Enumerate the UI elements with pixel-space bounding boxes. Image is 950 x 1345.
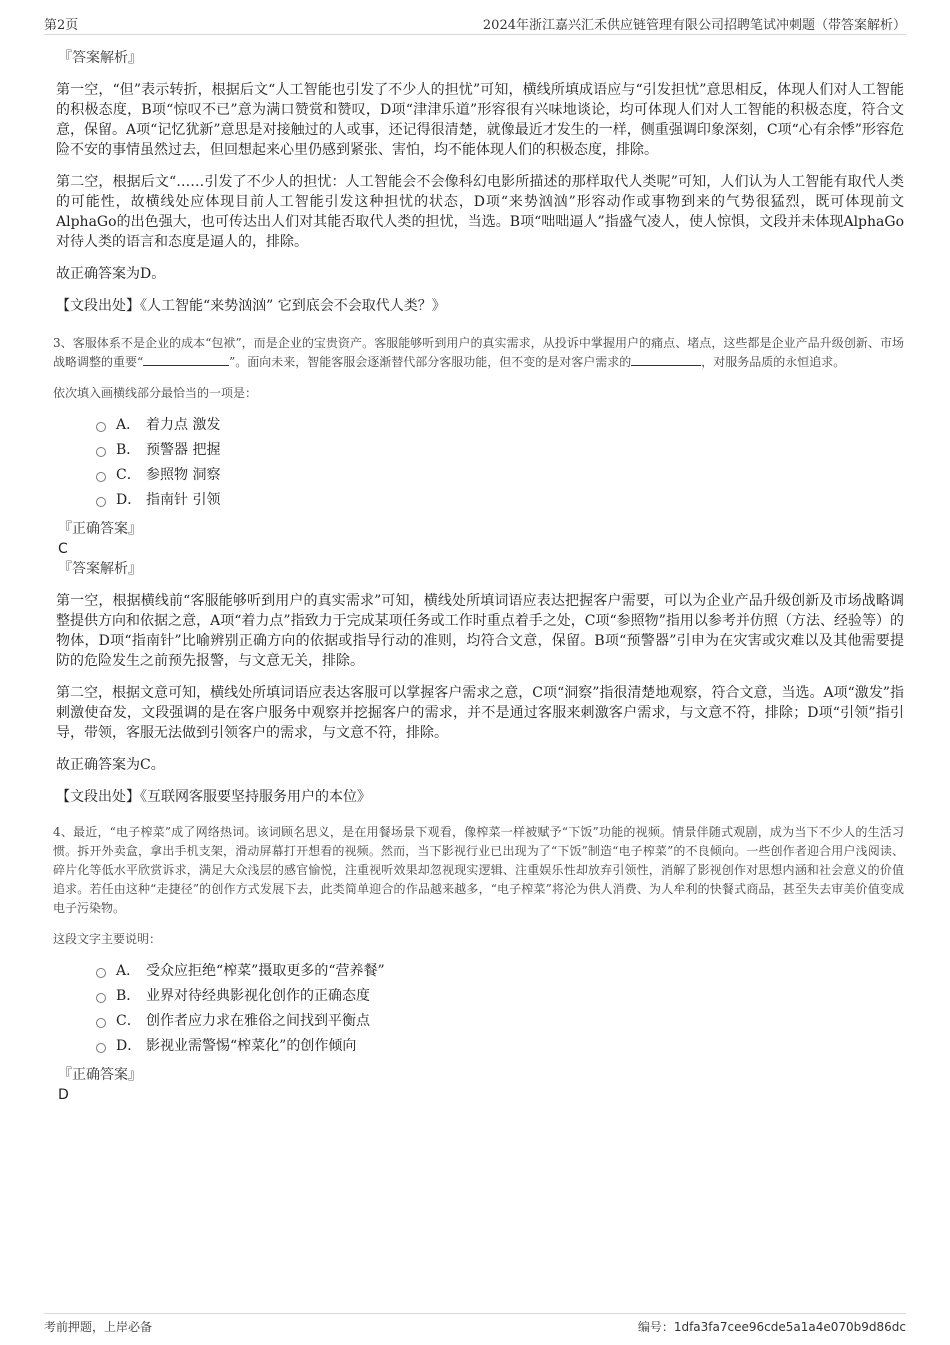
option-text: 创作者应力求在雅俗之间找到平衡点: [146, 1013, 370, 1029]
q3-stem-part-1: 3、客服体系不是企业的成本“包袱”，而是企业的宝贵资产。客服能够听到用户的真实需求，从投诉中掌握用户的痛点、堵点，这些都是企业产品升级创新、市场战略调整的重要“: [53, 336, 904, 369]
q3-analysis-paragraph-1: 第一空，根据横线前“客服能够听到用户的真实需求”可知，横线处所填词语应表达把握客户需要，可以为企业产品升级创新及市场战略调整提供方向和依据之意，A项“着力点”指致力于完成某项任务或工作时重点着手之处，C项“参照物”指用以参考并仿照（方法、经验等）的物体，D项“指南针”比喻辨别正确方向的依据或指导行动的准则，均符合文意，保留。B项“预警器”引申为在灾害或灾难以及其他需要提防的危险发生之前预先报警，与文意无关，排除。: [56, 593, 904, 669]
radio-button-icon[interactable]: [96, 422, 106, 432]
option-text: 指南针 引领: [146, 492, 221, 508]
option-letter: B．: [116, 988, 141, 1004]
option-text: 着力点 激发: [146, 417, 221, 433]
q3-stem: [53, 334, 904, 372]
q3-option-b[interactable]: [94, 438, 904, 463]
radio-button-icon[interactable]: [96, 968, 106, 978]
q4-option-d[interactable]: [94, 1034, 904, 1059]
q4-correct-answer: D: [58, 1087, 69, 1103]
option-letter: A．: [116, 417, 141, 433]
option-text: 业界对待经典影视化创作的正确态度: [146, 988, 370, 1004]
q3-correct-label: 『正确答案』: [58, 521, 142, 537]
q3-stem-part-2: ”。面向未来，智能客服会逐渐替代部分客服功能，但不变的是对客户需求的: [229, 355, 632, 369]
radio-button-icon[interactable]: [96, 497, 106, 507]
option-letter: C．: [116, 1013, 141, 1029]
q2-analysis-paragraph-2: 第二空，根据后文“……引发了不少人的担忧：人工智能会不会像科幻电影所描述的那样取代人类呢”可知，人们认为人工智能有取代人类的可能性，故横线处应体现目前人工智能引发这种担忧的状态，D项“来势汹汹”形容动作或事物到来的气势很猛烈，既可体现前文AlphaGo的出色强大，也可传达出人们对其能否取代人类的担忧，当选。B项“咄咄逼人”指盛气凌人，使人惊惧，文段并未体现AlphaGo对待人类的语言和态度是逼人的，排除。: [56, 174, 904, 250]
footer-slogan: 考前押题，上岸必备: [44, 1320, 153, 1334]
radio-button-icon[interactable]: [96, 1018, 106, 1028]
radio-button-icon[interactable]: [96, 993, 106, 1003]
q2-analysis-paragraph-1: 第一空，“但”表示转折，根据后文“人工智能也引发了不少人的担忧”可知，横线所填成语应与“引发担忧”意思相反，体现人们对人工智能的积极态度，B项“惊叹不已”意为满口赞赏和赞叹，D项“津津乐道”形容很有兴味地谈论，均可体现人们对人工智能的积极态度，符合文意，保留。A项“记忆犹新”意思是对接触过的人或事，还记得很清楚，就像最近才发生的一样，侧重强调印象深刻，C项“心有余悸”形容危险不安的事情虽然过去，但回想起来心里仍感到紧张、害怕，均不能体现人们的积极态度，排除。: [56, 82, 904, 158]
q3-options: [94, 413, 904, 513]
option-text: 预警器 把握: [146, 442, 221, 458]
option-letter: A．: [116, 963, 141, 979]
document-code-label: 编号：: [637, 1320, 674, 1334]
q4-stem: 4、最近，“电子榨菜”成了网络热词。该词顾名思义，是在用餐场景下观看，像榨菜一样被赋予“下饭”功能的视频。情景伴随式观剧，成为当下不少人的生活习惯。拆开外卖盒，拿出手机支架，滑动屏幕打开想看的视频。然而，当下影视行业已出现为了“下饭”制造“电子榨菜”的不良倾向。一些创作者迎合用户浅阅读、碎片化等低水平欣赏诉求，满足大众浅层的感官愉悦，注重视听效果却忽视现实逻辑、注重娱乐性却放弃引领性，消解了影视创作对思想内涵和社会意义的价值追求。若任由这种“走捷径”的创作方式发展下去，此类简单迎合的作品越来越多，“电子榨菜”将沦为供人消费、为人牟利的快餐式商品，甚至失去审美价值变成电子污染物。: [53, 825, 904, 915]
option-letter: D．: [116, 1038, 142, 1054]
q4-correct-label: 『正确答案』: [58, 1067, 142, 1083]
option-letter: B．: [116, 442, 141, 458]
q2-analysis-label: 『答案解析』: [58, 50, 142, 66]
q4-prompt: 这段文字主要说明：: [53, 932, 162, 946]
radio-button-icon[interactable]: [96, 447, 106, 457]
q3-option-c[interactable]: [94, 463, 904, 488]
q2-source: 【文段出处】《人工智能“来势汹汹” 它到底会不会取代人类？》: [56, 298, 446, 314]
q3-correct-answer: C: [58, 541, 68, 557]
q3-stem-part-3: ，对服务品质的永恒追求。: [701, 355, 846, 369]
q3-blank-1: [143, 353, 229, 366]
option-text: 影视业需警惕“榨菜化”的创作倾向: [146, 1038, 357, 1054]
q3-option-a[interactable]: [94, 413, 904, 438]
q4-option-b[interactable]: [94, 984, 904, 1009]
q4-option-a[interactable]: [94, 959, 904, 984]
option-letter: C．: [116, 467, 141, 483]
option-letter: D．: [116, 492, 142, 508]
document-code-value: 1dfa3fa7cee96cde5a1a4e070b9d86dc: [673, 1320, 906, 1334]
q3-analysis-paragraph-2: 第二空，根据文意可知，横线处所填词语应表达客服可以掌握客户需求之意，C项“洞察”指很清楚地观察，符合文意，当选。A项“激发”指刺激使奋发，文段强调的是在客户服务中观察并挖掘客户的需求，并不是通过客服来刺激客户需求，与文意不符，排除；D项“引领”指引导，带领，客服无法做到引领客户的需求，与文意不符，排除。: [56, 685, 904, 741]
radio-button-icon[interactable]: [96, 472, 106, 482]
page-footer: [44, 1313, 906, 1334]
option-text: 受众应拒绝“榨菜”摄取更多的“营养餐”: [146, 963, 385, 979]
option-text: 参照物 洞察: [146, 467, 221, 483]
q4-option-c[interactable]: [94, 1009, 904, 1034]
q4-options: [94, 959, 904, 1059]
q3-analysis-label: 『答案解析』: [58, 561, 142, 577]
q3-option-d[interactable]: [94, 488, 904, 513]
q3-source: 【文段出处】《互联网客服要坚持服务用户的本位》: [56, 789, 371, 805]
document-code: [638, 1318, 906, 1335]
q2-conclusion: 故正确答案为D。: [56, 266, 166, 282]
q3-blank-2: [631, 353, 701, 366]
page-number: 第2页: [44, 18, 79, 33]
radio-button-icon[interactable]: [96, 1043, 106, 1053]
document-title: 2024年浙江嘉兴汇禾供应链管理有限公司招聘笔试冲刺题（带答案解析）: [482, 18, 906, 33]
q3-conclusion: 故正确答案为C。: [56, 757, 165, 773]
q3-prompt: 依次填入画横线部分最恰当的一项是：: [53, 386, 258, 400]
page-header: [44, 14, 906, 35]
page-content: [53, 40, 904, 1105]
